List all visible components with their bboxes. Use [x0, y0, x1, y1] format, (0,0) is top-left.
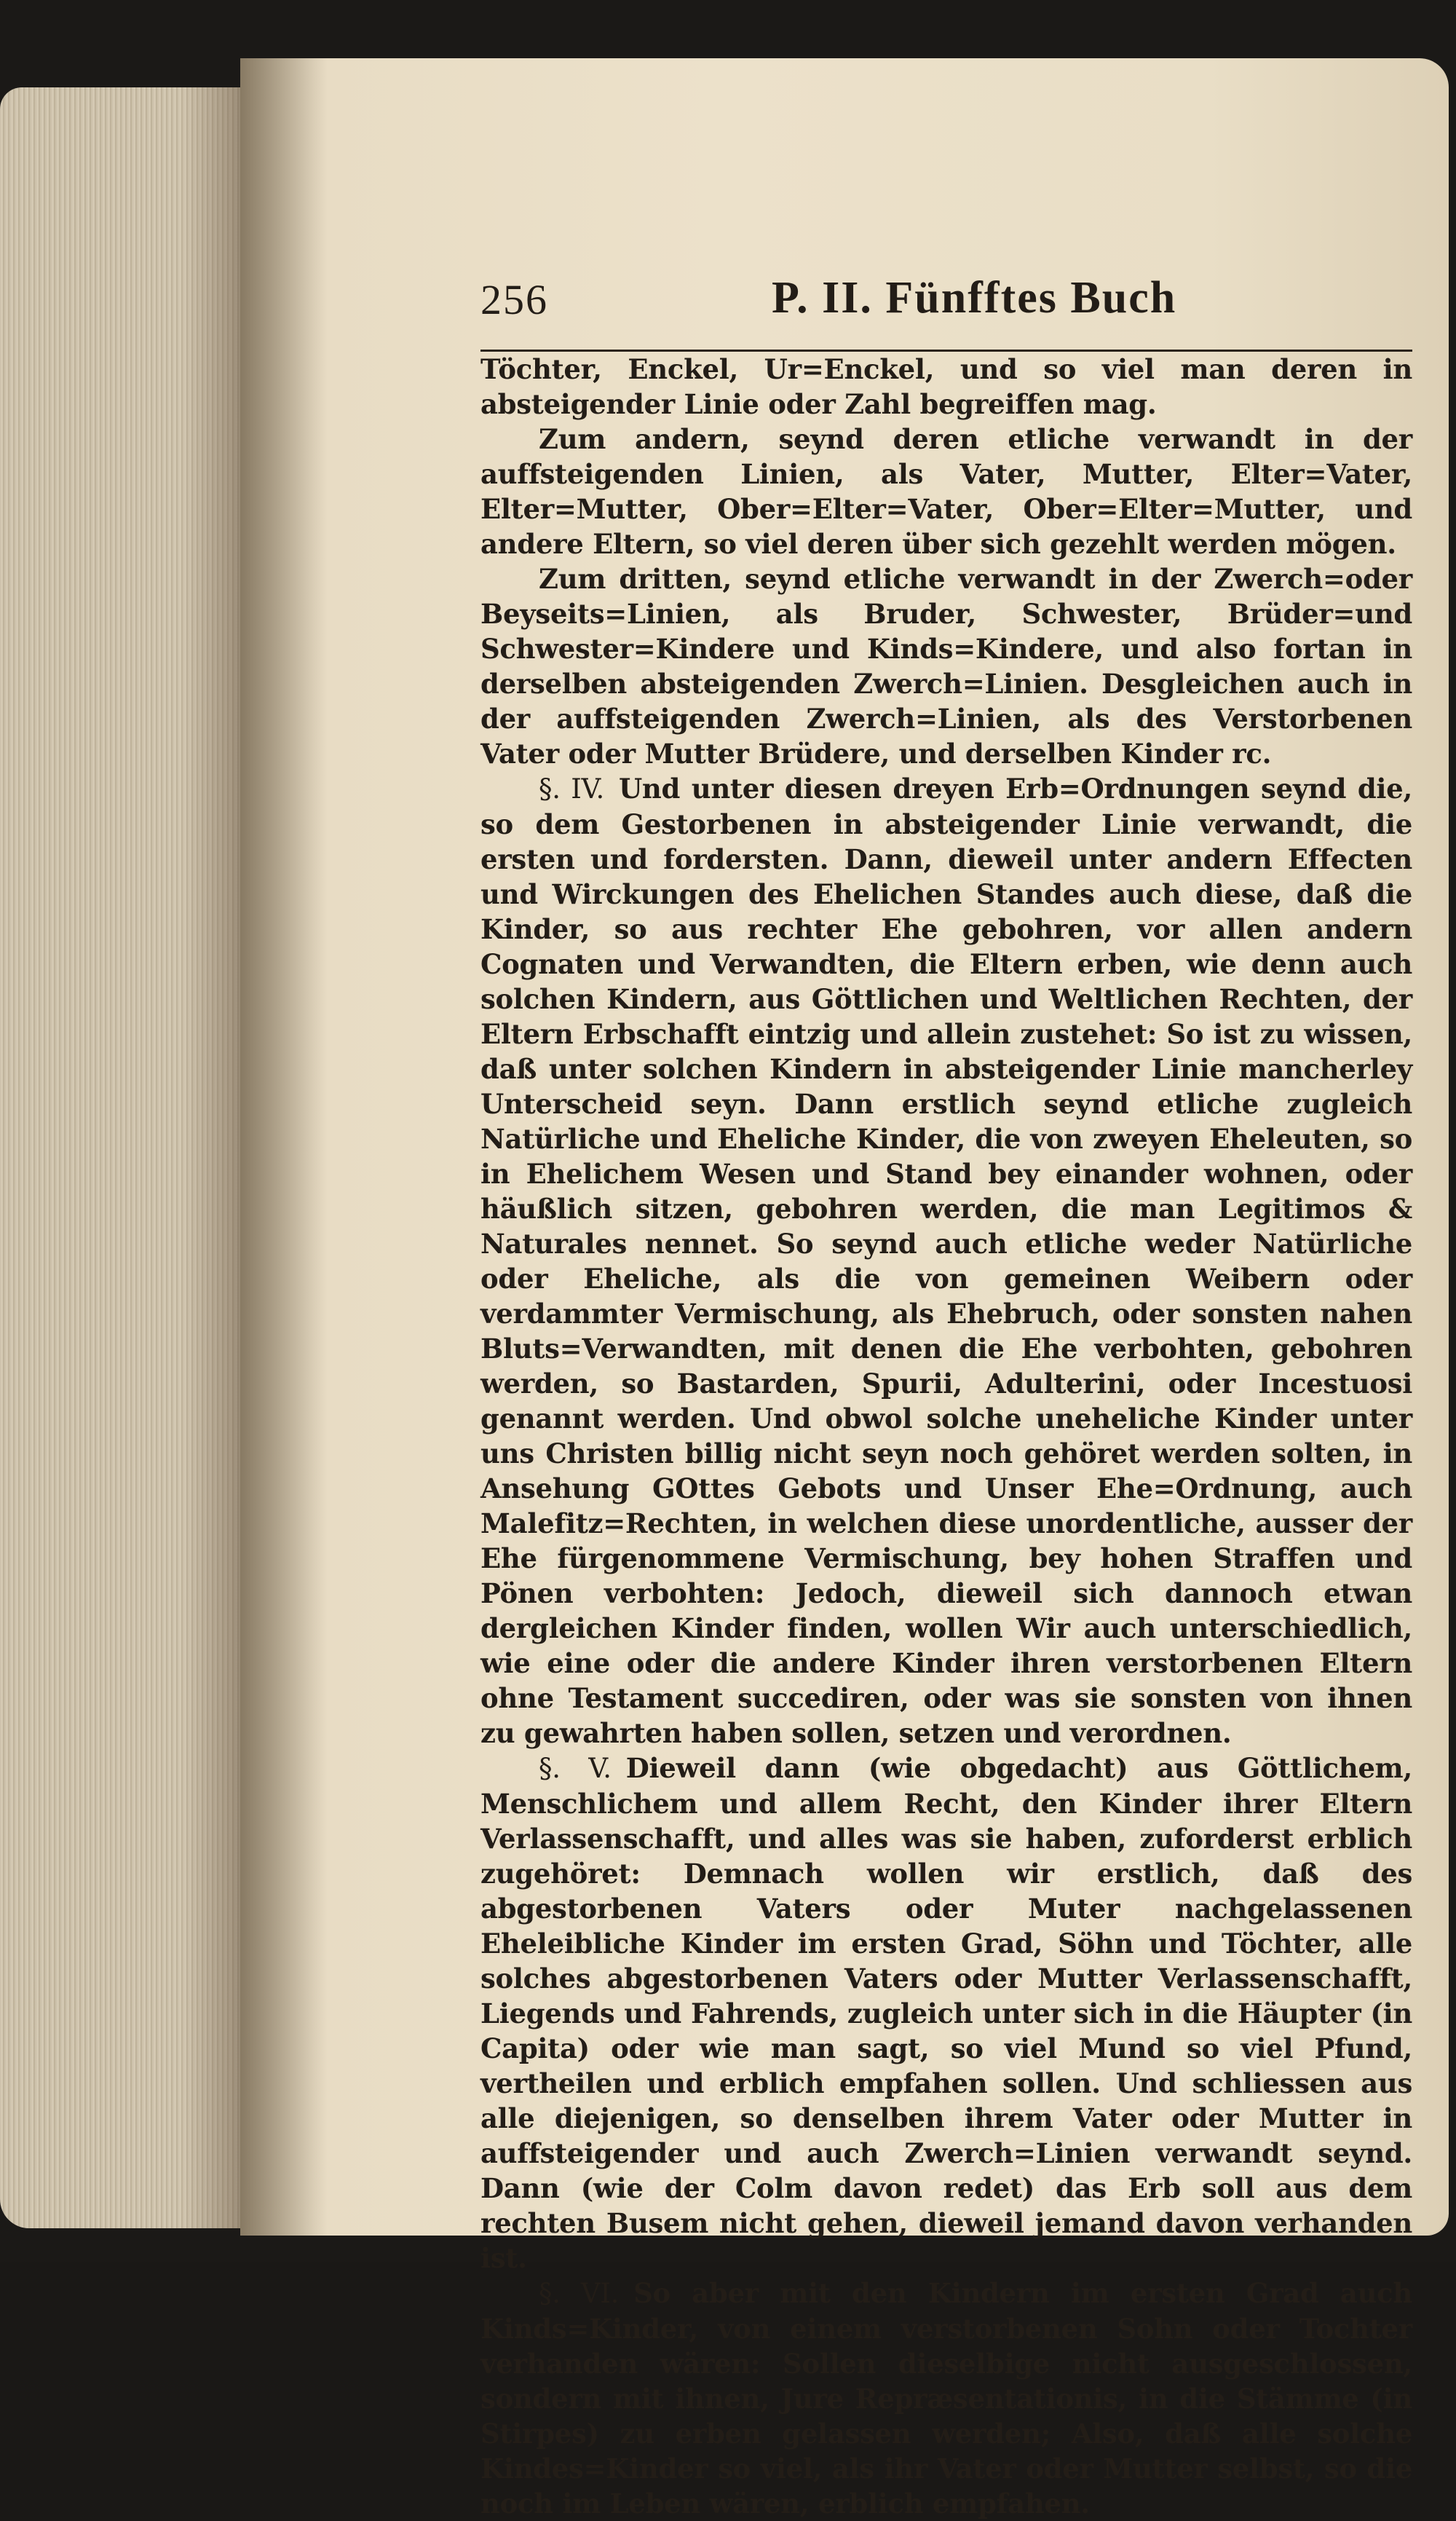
section-mark-v: §. V. — [539, 1753, 612, 1784]
section-5-text: Dieweil dann (wie obgedacht) aus Göttlichem, Menschlichem und allem Recht, den Kinder ihrer Eltern Verlassenschafft, und alles was sie haben, zuforderst erblich zugehöret: Demnach wollen wir erstlich, daß des abgestorbenen Vaters oder Muter nachgelassenen Eheleibliche Kinder im ersten Grad, Söhn und Töchter, alle solches abgestorbenen Vaters oder Mutter Verlassenschafft, Liegends und Fahrends, zugleich unter sich in die Häupter (in Capita) oder wie man sagt, so viel Mund so viel Pfund, vertheilen und erblich empfahen sollen. Und schliessen aus alle diejenigen, so denselben ihrem Vater oder Mutter in auffsteigender und auch Zwerch=Linien verwandt seynd. Dann (wie der Colm davon redet) das Erb soll aus dem rechten Busem nicht gehen, dieweil jemand davon verhanden ist. — [480, 1752, 1412, 2274]
section-4-text: Und unter diesen dreyen Erb=Ordnungen seynd die, so dem Gestorbenen in absteigender Linie verwandt, die ersten und fordersten. Dann, dieweil unter andern Effecten und Wirckungen des Ehelichen Standes auch diese, daß die Kinder, so aus rechter Ehe gebohren, vor allen andern Cognaten und Verwandten, die Eltern erben, wie denn auch solchen Kindern, aus Göttlichen und Weltlichen Rechten, der Eltern Erbschafft eintzig und allein zustehet: So ist zu wissen, daß unter solchen Kindern in absteigender Linie mancherley Unterscheid seyn. Dann erstlich seynd etliche zugleich Natürliche und Eheliche Kinder, die von zweyen Eheleuten, so in Ehelichem Wesen und Stand bey einander wohnen, oder häußlich sitzen, gebohren werden, die man Legitimos & Naturales nennet. So seynd auch etliche weder Natürliche oder Eheliche, als die von gemeinen Weibern oder verdammter Vermischung, als Ehebruch, oder sonsten nahen Bluts=Verwandten, mit denen die Ehe verbohten, gebohren werden, so Bastarden, Spurii, Adulterini, oder Incestuosi genannt werden. Und obwol solche uneheliche Kinder unter uns Christen billig nicht seyn noch gehöret werden solten, in Ansehung GOttes Gebots und Unser Ehe=Ordnung, auch Malefitz=Rechten, in welchen diese unordentliche, ausser der Ehe fürgenommene Vermischung, bey hohen Straffen und Pönen verbohten: Jedoch, dieweil sich dannoch etwan dergleichen Kinder finden, wollen Wir auch unterschiedlich, wie eine oder die andere Kinder ihren verstorbenen Eltern ohne Testament succediren, oder was sie sonsten von ihnen zu gewahrten haben sollen, setzen und verordnen. — [480, 773, 1413, 1749]
section-6-text: So aber mit den Kindern im ersten Grad auch Kinds=Kinder, von einem verstorbenen Sohn oder Tochter verhanden wären: Sollen dieselbige nicht ausgeschlossen, sondern mit ihnen, Jure Repræsentationis, in die Stämme (in Stirpes) zu erben gelassen werden; Also, daß alle solche Kindes=Kinder so viel, als ihr Vater oder Mutter selbst, so die noch im Leben wären, erblich empfahen. — [480, 2277, 1412, 2520]
running-head: P. II. Fünfftes Buch — [772, 273, 1177, 323]
page-number: 256 — [480, 276, 548, 323]
paragraph-1: Töchter, Enckel, Ur=Enckel, und so viel man deren in absteigender Linie oder Zahl begreiffen mag. — [480, 353, 1412, 420]
paragraph-section-5 — [480, 1751, 1412, 2276]
paragraph-3: Zum dritten, seynd etliche verwandt in der Zwerch=oder Beyseits=Linien, als Bruder, Schwester, Brüder=und Schwester=Kindere und Kinds=Kindere, und also fortan in derselben absteigenden Zwerch=Linien. Desgleichen auch in der auffsteigenden Zwerch=Linien, als des Verstorbenen Vater oder Mutter Brüdere, und derselben Kinder rc. — [480, 563, 1412, 770]
section-mark-iv: §. IV. — [539, 773, 604, 805]
paragraph-section-4 — [480, 771, 1412, 1751]
paragraph-section-6 — [480, 2276, 1412, 2521]
page-content — [480, 269, 1412, 2521]
section-mark-vi: §. VI. — [539, 2278, 620, 2309]
page-gutter-shadow — [240, 58, 328, 2236]
page-header — [480, 269, 1412, 352]
paragraph-2: Zum andern, seynd deren etliche verwandt in der auffsteigenden Linien, als Vater, Mutter, Elter=Vater, Elter=Mutter, Ober=Elter=Vater, Ober=Elter=Mutter, und andere Eltern, so viel deren über sich gezehlt werden mögen. — [480, 423, 1412, 560]
